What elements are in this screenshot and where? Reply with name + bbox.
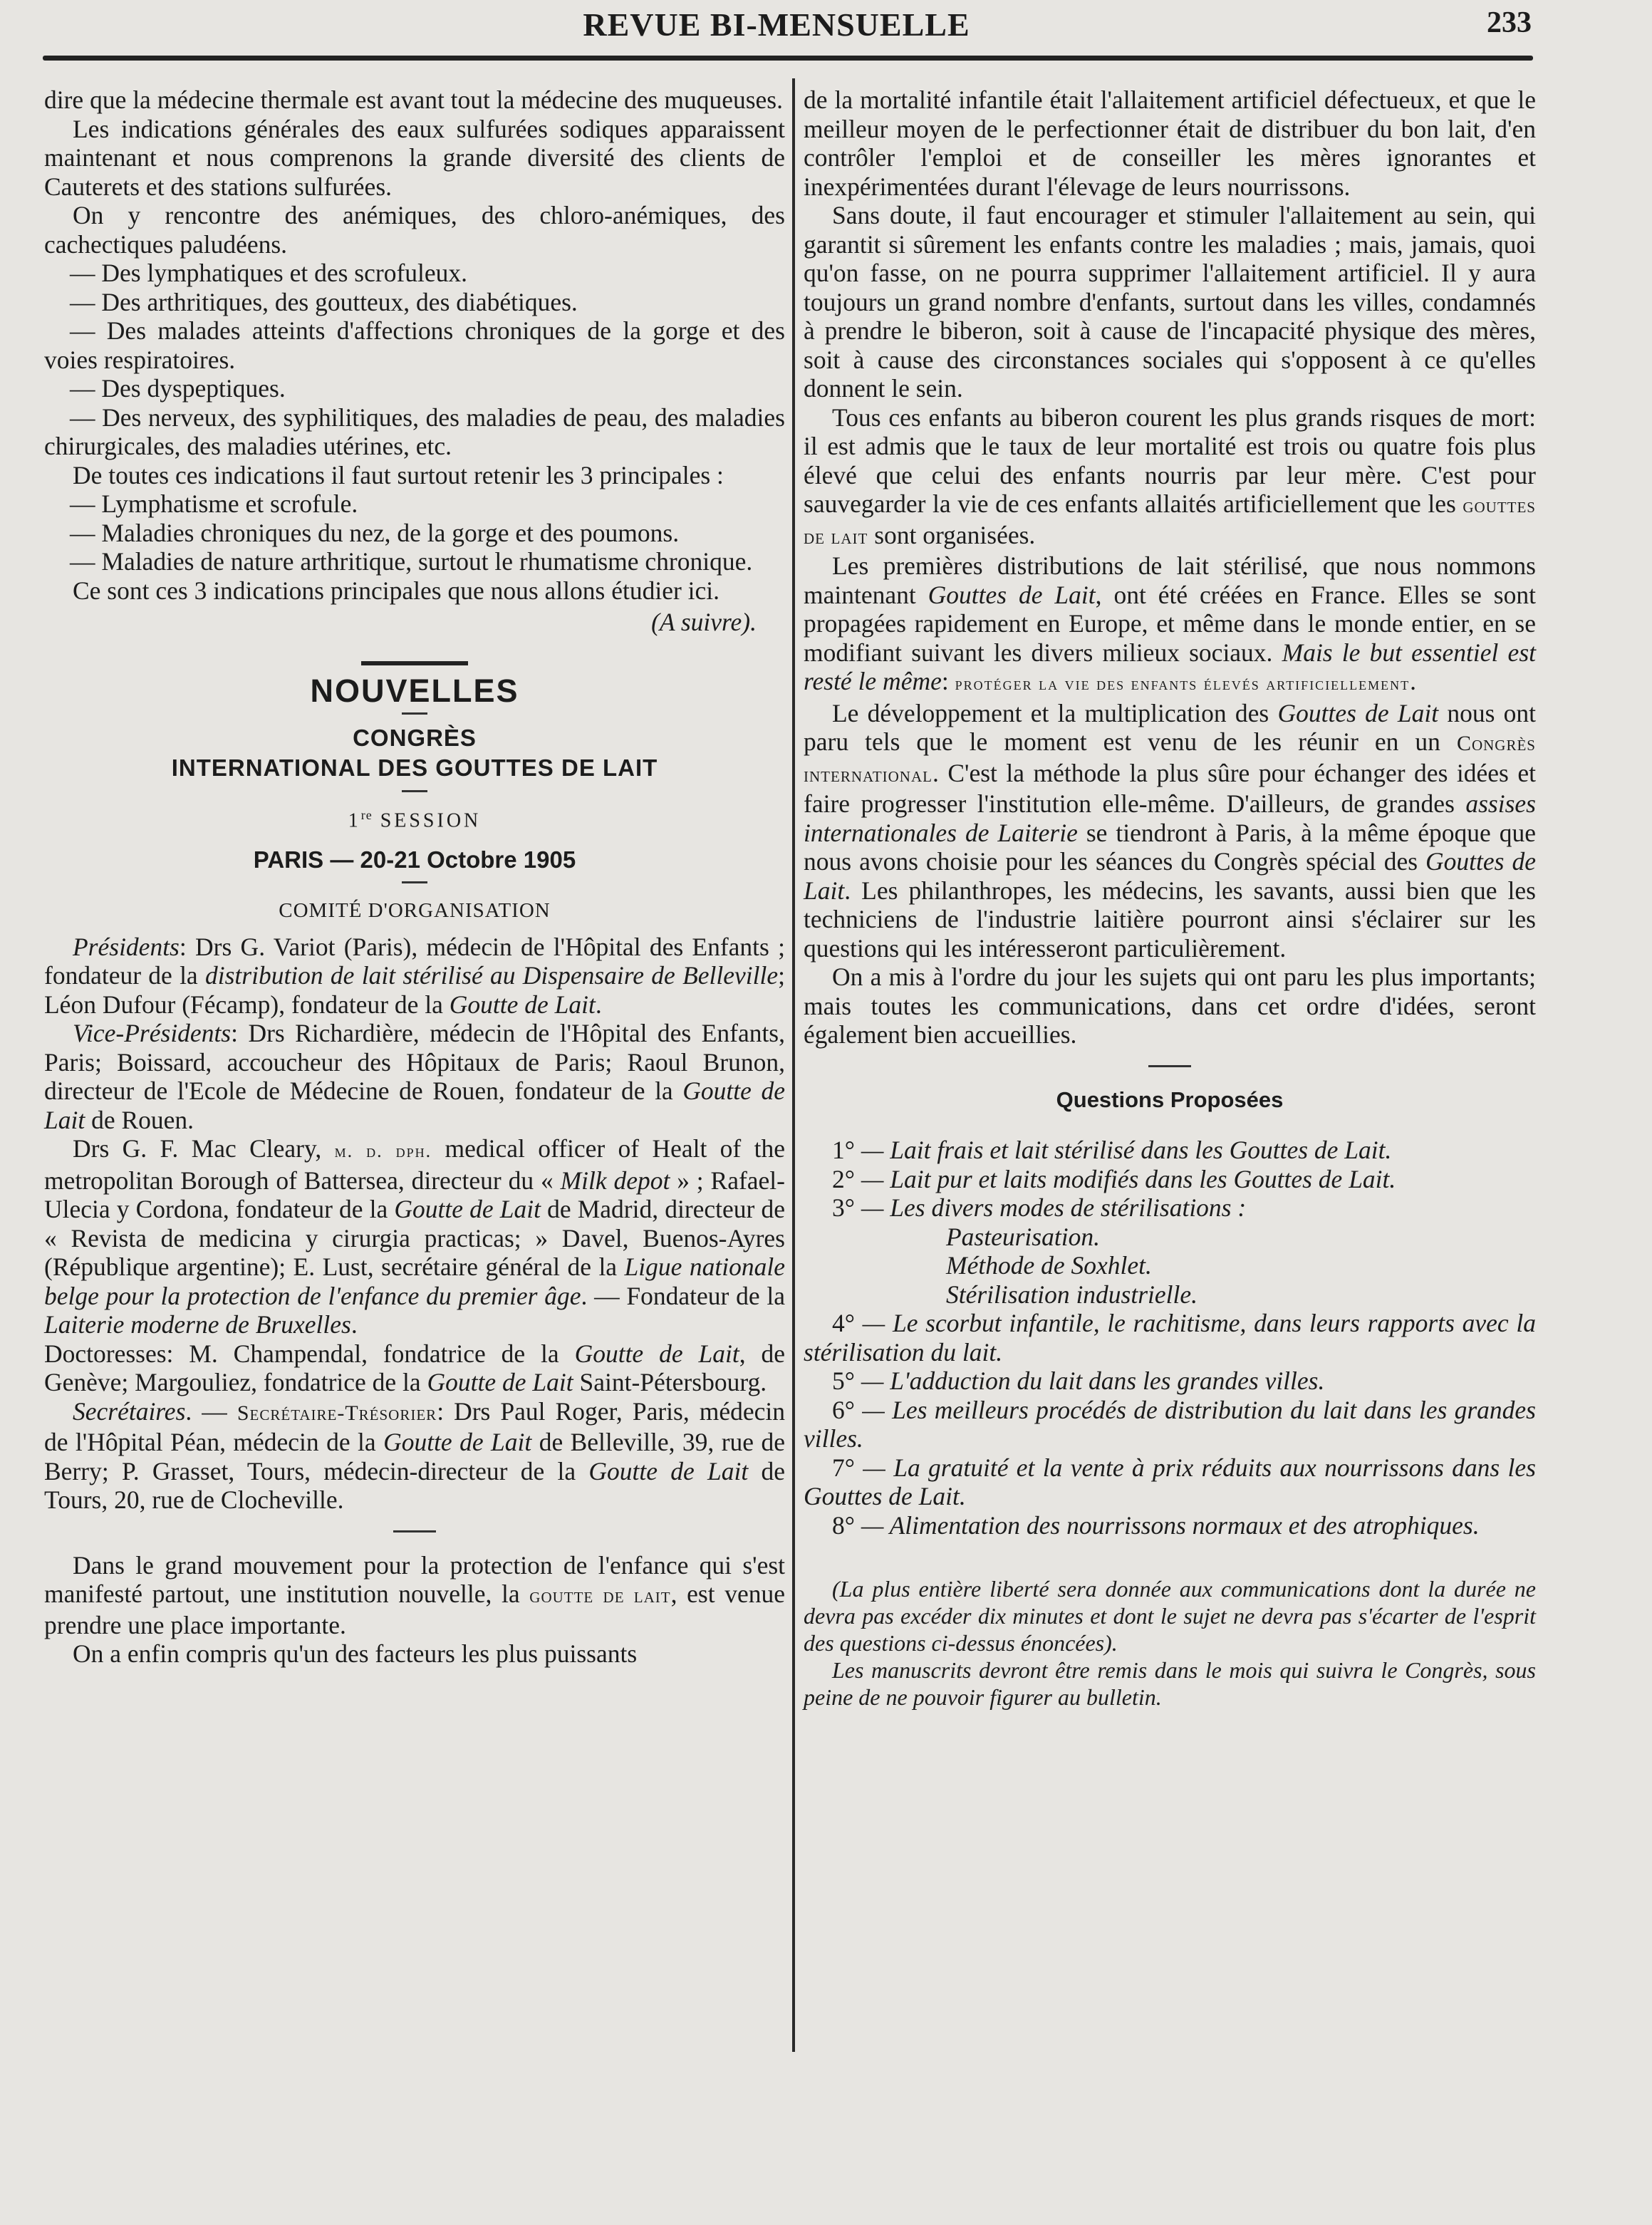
ordre-paragraph: On a mis à l'ordre du jour les sujets qui ont paru les plus importants; mais toutes les communications, dans cet ordre d'idées, seront également bien accueillies. <box>804 963 1536 1049</box>
secretaires-paragraph: Secrétaires. — Secrétaire-Trésorier: Drs Paul Roger, Paris, médecin de l'Hôpital Péan, médecin de la Goutte de Lait de Belleville, 39, rue de Berry; P. Grasset, Tours, médecin-directeur de la Goutte de Lait de Tours, 20, rue de Clocheville. <box>44 1396 785 1515</box>
question-item: 2° — Lait pur et laits modifiés dans les Gouttes de Lait. <box>832 1164 1396 1193</box>
premieres-paragraph: Les premières distributions de lait stérilisé, que nous nommons maintenant Gouttes de Lait, ont été créées en France. Elles se sont propagées rapidement en Europe, et même dans le monde entier, en se modifiant suivant les divers milieux sociaux. Mais le but essentiel est resté le même: protéger la vie des enfants élevés artificiellement. <box>804 551 1536 695</box>
question-item: 7° — La gratuité et la vente à prix réduits aux nourrissons dans les Gouttes de Lait. <box>804 1453 1536 1510</box>
question-subitem: Méthode de Soxhlet. <box>946 1251 1152 1280</box>
right-column <box>804 85 1536 1711</box>
heading-dash <box>402 790 427 792</box>
column-divider <box>792 78 795 2052</box>
etudier-paragraph: Ce sont ces 3 indications principales que nous allons étudier ici. <box>73 576 720 605</box>
principal-item: — Maladies de nature arthritique, surtout le rhumatisme chronique. <box>70 547 753 576</box>
question-subitem: Stérilisation industrielle. <box>946 1280 1198 1309</box>
principal-item: — Maladies chroniques du nez, de la gorge et des poumons. <box>70 518 680 547</box>
mortalite-paragraph: de la mortalité infantile était l'allaitement artificiel défectueux, et que le meilleur moyen de le perfectionner était de distribuer du bon lait, d'en contrôler l'emploi et de conseiller les mères ignorantes et inexpérimentées durant l'élevage de leurs nourrissons. <box>804 85 1536 201</box>
intro-paragraph: dire que la médecine thermale est avant tout la médecine des muqueuses. <box>44 85 783 114</box>
left-column <box>44 85 785 1669</box>
tous-paragraph: Tous ces enfants au biberon courent les plus grands risques de mort: il est admis que le taux de leur mortalité est trois ou quatre fois plus élevé que celui des enfants nourris par leur mère. C'est pour sauvegarder la vie de ces enfants allaités artificiellement que les gouttes de lait sont organisées. <box>804 403 1536 549</box>
enfin-paragraph: On a enfin compris qu'un des facteurs les plus puissants <box>73 1639 638 1669</box>
retenir-paragraph: De toutes ces indications il faut surtout retenir les 3 principales : <box>73 460 724 489</box>
doctoresses-paragraph: Doctoresses: M. Champendal, fondatrice de la Goutte de Lait, de Genève; Margouliez, fondatrice de la Goutte de Lait Saint-Pétersbourg. <box>44 1339 785 1397</box>
nouvelles-heading: NOUVELLES <box>310 672 519 709</box>
list-item: — Des dyspeptiques. <box>70 374 286 403</box>
list-item: — Des lymphatiques et des scrofuleux. <box>70 259 468 287</box>
principal-item: — Lymphatisme et scrofule. <box>70 489 358 518</box>
question-item: 3° — Les divers modes de stérilisations : <box>832 1193 1247 1222</box>
developpement-paragraph: Le développement et la multiplication des Gouttes de Lait nous ont paru tels que le moment est venu de les réunir en un Congrès international. C'est la méthode la plus sûre pour échanger des idées et faire progresser l'institution elle-même. D'ailleurs, de grandes assises internationales de Laiterie se tiendront à Paris, à la même époque que nous avons choisie pour les séances du Congrès spécial des Gouttes de Lait. Les philanthropes, les médecins, les savants, aussi bien que les techniciens de l'industrie laitière pourront ainsi s'éclairer sur les questions qui les intéresseront particulièrement. <box>804 698 1536 963</box>
congress-title-line2: INTERNATIONAL DES GOUTTES DE LAIT <box>171 754 658 781</box>
city-date: PARIS — 20-21 Octobre 1905 <box>253 846 576 873</box>
note-paragraph: Les manuscrits devront être remis dans le mois qui suivra le Congrès, sous peine de ne pouvoir figurer au bulletin. <box>804 1657 1536 1710</box>
vice-presidents-paragraph: Vice-Présidents: Drs Richardière, médecin de l'Hôpital des Enfants, Paris; Boissard, accoucheur des Hôpitaux de Paris; Raoul Brunon, directeur de l'Ecole de Médecine de Rouen, fondateur de la Goutte de Lait de Rouen. <box>44 1019 785 1134</box>
list-item: — Des malades atteints d'affections chroniques de la gorge et des voies respiratoires. <box>44 316 785 374</box>
question-item: 6° — Les meilleurs procédés de distribution du lait dans les grandes villes. <box>804 1395 1536 1453</box>
question-item: 1° — Lait frais et lait stérilisé dans les Gouttes de Lait. <box>832 1136 1392 1164</box>
presidents-paragraph: Présidents: Drs G. Variot (Paris), médecin de l'Hôpital des Enfants ; fondateur de la distribution de lait stérilisé au Dispensaire de Belleville; Léon Dufour (Fécamp), fondateur de la Goutte de Lait. <box>44 932 785 1019</box>
a-suivre-note: (A suivre). <box>651 608 757 636</box>
submission-note <box>804 1575 1536 1711</box>
doctors-paragraph: Drs G. F. Mac Cleary, m. d. dph. medical officer of Healt of the metropolitan Borough of Battersea, directeur du « Milk depot » ; Rafael-Ulecia y Cordona, fondateur de la Goutte de Lait de Madrid, directeur de « Revista de medicina y cirurgia practicas; » Davel, Buenos-Ayres (République argentine); E. Lust, secrétaire général de la Ligue nationale belge pour la protection de l'enfance du premier âge. — Fondateur de la Laiterie moderne de Bruxelles. <box>44 1134 785 1339</box>
section-separator <box>1148 1065 1191 1067</box>
heading-dash <box>402 881 427 883</box>
dans-paragraph: Dans le grand mouvement pour la protection de l'enfance qui s'est manifesté partout, une institution nouvelle, la goutte de lait, est venue prendre une place importante. <box>44 1550 785 1639</box>
indications-paragraph: Les indications générales des eaux sulfurées sodiques apparaissent maintenant et nous comprenons la grande diversité des clients de Cauterets et des stations sulfurées. <box>44 114 785 201</box>
list-item: — Des nerveux, des syphilitiques, des maladies de peau, des maladies chirurgicales, des maladies utérines, etc. <box>44 403 785 460</box>
question-item: 4° — Le scorbut infantile, le rachitisme, dans leurs rapports avec la stérilisation du lait. <box>804 1309 1536 1366</box>
page-number: 233 <box>1487 6 1532 39</box>
question-subitem: Pasteurisation. <box>946 1222 1100 1251</box>
heading-dash <box>402 712 427 715</box>
question-item: 8° — Alimentation des nourrissons normaux et des atrophiques. <box>832 1510 1480 1540</box>
note-paragraph: (La plus entière liberté sera donnée aux communications dont la durée ne devra pas excéder dix minutes et dont le sujet ne devra pas s'écarter de l'esprit des questions ci-dessus énoncées). <box>804 1576 1536 1656</box>
question-item: 5° — L'adduction du lait dans les grandes villes. <box>832 1366 1325 1395</box>
rencontre-paragraph: On y rencontre des anémiques, des chloro-anémiques, des cachectiques paludéens. <box>44 201 785 259</box>
header-rule <box>43 56 1533 61</box>
congress-title-line1: CONGRÈS <box>353 725 477 751</box>
session-label: 1re SESSION <box>348 808 482 832</box>
sans-doute-paragraph: Sans doute, il faut encourager et stimuler l'allaitement au sein, qui garantit si sûrement les enfants contre les maladies ; mais, jamais, quoi qu'on fasse, on ne pourra supprimer l'allaitement artificiel. Il y aura toujours un grand nombre d'enfants, surtout dans les villes, condamnés à prendre le biberon, soit à cause de l'incapacité physique des mères, soit à cause des circonstances sociales qui s'opposent à ce qu'elles donnent le sein. <box>804 201 1536 403</box>
committee-heading: COMITÉ D'ORGANISATION <box>279 899 551 923</box>
section-separator <box>361 661 468 665</box>
list-item: — Des arthritiques, des goutteux, des diabétiques. <box>70 287 578 316</box>
questions-heading: Questions Proposées <box>1056 1086 1284 1112</box>
running-title: REVUE BI-MENSUELLE <box>583 6 970 43</box>
section-separator <box>393 1530 436 1532</box>
